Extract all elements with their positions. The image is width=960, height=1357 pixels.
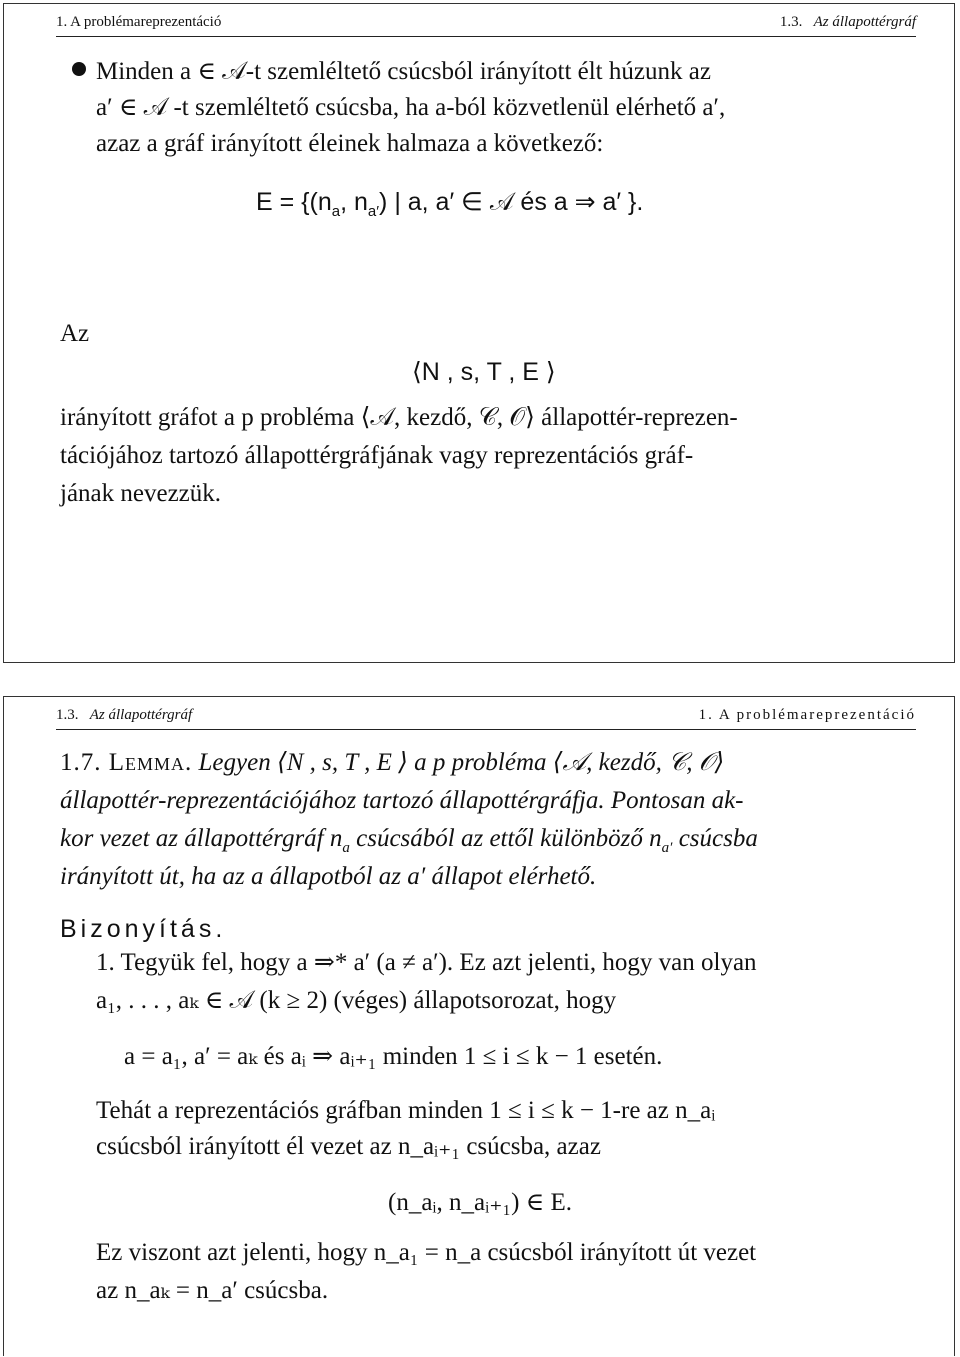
slide-top <box>3 3 955 663</box>
lemma-line-1: Legyen ⟨N , s, T , E ⟩ a p probléma ⟨𝒜, kezdő, 𝒞, 𝒪⟩ <box>198 749 725 776</box>
lemma-line-3-sub-1: a <box>342 840 350 856</box>
header-left-title: Az állapottérgráf <box>89 707 193 723</box>
edge-set-formula <box>256 184 643 230</box>
proof-step-2-line-1: Tehát a reprezentációs gráfban minden 1 ≤ i ≤ k − 1-re az n_aᵢ <box>96 1097 716 1124</box>
definition-line-2: tációjához tartozó állapottérgráfjának vagy reprezentációs gráf- <box>60 442 694 469</box>
lemma-line-4: irányított út, ha az a állapotból az a′ állapot elérhető. <box>60 863 597 890</box>
header-right <box>699 707 916 724</box>
header-left <box>56 707 192 724</box>
lemma-line-3-part-1: kor vezet az állapottérgráf n <box>60 825 343 852</box>
lemma-first-line <box>60 745 724 781</box>
az-word: Az <box>60 320 90 347</box>
lemma-line-3-sub-2: a′ <box>661 840 673 856</box>
header-right <box>780 14 916 31</box>
formula-part-1: E = {(n <box>256 188 332 216</box>
proof-step-1-line-2: a₁, . . . , aₖ ∈ 𝒜 (k ≥ 2) (véges) állapotsorozat, hogy <box>96 987 617 1014</box>
header-rule <box>56 729 916 730</box>
proof-step-3-line-1: Ez viszont azt jelenti, hogy n_a₁ = n_a csúcsból irányított út vezet <box>96 1239 757 1266</box>
bullet-line-2: a′ ∈ 𝒜 -t szemléltető csúcsba, ha a-ból közvetlenül elérhető a′, <box>96 94 726 121</box>
graph-tuple: ⟨N , s, T , E ⟩ <box>412 358 556 386</box>
formula-part-3: ) | a, a′ ∈ 𝒜 és a ⇒ a′ }. <box>379 188 644 216</box>
bullet-line-1: Minden a ∈ 𝒜-t szemléltető csúcsból irányított élt húzunk az <box>96 58 711 85</box>
proof-step-1-formula: a = a₁, a′ = aₖ és aᵢ ⇒ aᵢ₊₁ minden 1 ≤ i ≤ k − 1 esetén. <box>124 1043 663 1070</box>
header-rule <box>56 36 916 37</box>
header-left: 1. A problémareprezentáció <box>56 14 222 30</box>
lemma-line-3-part-2: csúcsából az ettől különböző n <box>349 825 662 852</box>
lemma-label: 1.7. Lemma. <box>60 749 193 776</box>
formula-sub-1: a <box>331 203 341 220</box>
formula-part-2: , n <box>340 188 368 216</box>
slide-bottom <box>3 696 955 1356</box>
formula-sub-2: a′ <box>367 203 380 220</box>
header-left-number: 1.3. <box>56 707 79 723</box>
definition-line-1: irányított gráfot a p probléma ⟨𝒜, kezdő, 𝒞, 𝒪⟩ állapottér-reprezen- <box>60 404 738 431</box>
lemma-line-3-part-3: csúcsba <box>672 825 758 852</box>
proof-step-3-line-2: az n_aₖ = n_a′ csúcsba. <box>96 1277 329 1304</box>
header-right-title: Az állapottérgráf <box>813 14 916 30</box>
proof-step-1-line-1: 1. Tegyük fel, hogy a ⇒* a′ (a ≠ a′). Ez azt jelenti, hogy van olyan <box>96 949 757 976</box>
bullet-icon <box>72 62 86 76</box>
definition-line-3: jának nevezzük. <box>60 480 222 507</box>
proof-label: Bizonyítás. <box>60 915 227 943</box>
header-right-number: 1.3. <box>779 14 803 30</box>
header-right-text: 1. A problémareprezentáció <box>698 707 916 723</box>
proof-step-2-formula: (n_aᵢ, n_aᵢ₊₁) ∈ E. <box>388 1189 572 1216</box>
lemma-line-2: állapottér-reprezentációjához tartozó állapottérgráfja. Pontosan ak- <box>60 787 744 814</box>
bullet-line-3: azaz a gráf irányított éleinek halmaza a következő: <box>96 130 604 157</box>
proof-step-2-line-2: csúcsból irányított él vezet az n_aᵢ₊₁ csúcsba, azaz <box>96 1133 601 1160</box>
